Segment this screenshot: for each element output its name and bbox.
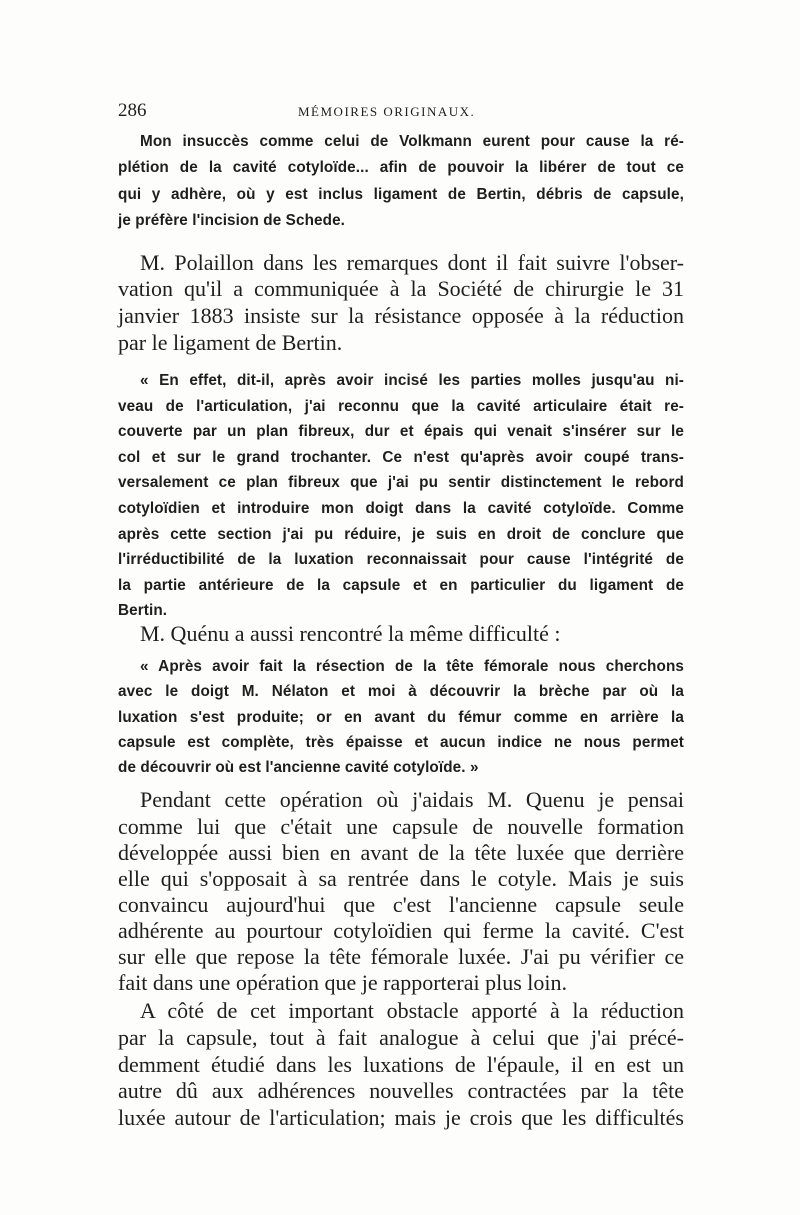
text-line: Mon insuccès comme celui de Volkmann eurent pour cause la ré- [140, 133, 684, 150]
text-line: vation qu'il a communiquée à la Société de chirurgie le 31 [118, 276, 684, 301]
text-line: je préfère l'incision de Schede. [118, 212, 346, 229]
text-line: luxée autour de l'articulation; mais je crois que les difficultés [118, 1105, 684, 1130]
text-line: par la capsule, tout à fait analogue à celui que j'ai précé- [118, 1025, 684, 1050]
text-line: Bertin. [118, 602, 168, 619]
text-line: qui y adhère, où y est inclus ligament de Bertin, débris de capsule, [118, 186, 684, 203]
text-line: adhérente au pourtour cotyloïdien qui ferme la cavité. C'est [118, 918, 684, 943]
text-line: M. Polaillon dans les remarques dont il fait suivre l'obser- [140, 250, 684, 275]
text-line: comme lui que c'était une capsule de nouvelle formation [118, 814, 684, 839]
text-line: cotyloïdien et introduire mon doigt dans la cavité cotyloïde. Comme [118, 500, 684, 517]
running-head: MÉMOIRES ORIGINAUX. [298, 104, 476, 119]
text-line: « Après avoir fait la résection de la tête fémorale nous cherchons [140, 658, 684, 675]
text-line: M. Quénu a aussi rencontré la même difficulté : [140, 621, 561, 646]
text-line: veau de l'articulation, j'ai reconnu que la cavité articulaire était re- [118, 398, 684, 415]
text-line: après cette section j'ai pu réduire, je suis en droit de conclure que [118, 526, 684, 543]
text-line: couverte par un plan fibreux, dur et épais qui venait s'insérer sur le [118, 423, 684, 440]
text-line: capsule est complète, très épaisse et aucun indice ne nous permet [118, 734, 684, 751]
page-number: 286 [118, 100, 147, 121]
text-line: sur elle que repose la tête fémorale luxée. J'ai pu vérifier ce [118, 944, 684, 969]
text-line: la partie antérieure de la capsule et en particulier du ligament de [118, 577, 684, 594]
text-line: avec le doigt M. Nélaton et moi à découvrir la brèche par où la [118, 683, 684, 700]
text-line: « En effet, dit-il, après avoir incisé les parties molles jusqu'au ni- [140, 372, 684, 389]
text-line: elle qui s'opposait à sa rentrée dans le cotyle. Mais je suis [118, 866, 684, 891]
page-header [118, 100, 688, 124]
text-line: par le ligament de Bertin. [118, 330, 343, 355]
text-line: fait dans une opération que je rapporterai plus loin. [118, 970, 568, 995]
text-line: janvier 1883 insiste sur la résistance opposée à la réduction [118, 303, 684, 328]
text-line: luxation s'est produite; or en avant du fémur comme en arrière la [118, 709, 684, 726]
text-line: col et sur le grand trochanter. Ce n'est qu'après avoir coupé trans- [118, 449, 684, 466]
text-line: demment étudié dans les luxations de l'épaule, il en est un [118, 1052, 684, 1077]
text-line: versalement ce plan fibreux que j'ai pu sentir distinctement le rebord [118, 474, 684, 491]
text-line: plétion de la cavité cotyloïde... afin de pouvoir la libérer de tout ce [118, 159, 684, 176]
text-line: convaincu aujourd'hui que c'est l'ancienne capsule seule [118, 892, 684, 917]
text-line: développée aussi bien en avant de la tête luxée que derrière [118, 840, 684, 865]
text-line: Pendant cette opération où j'aidais M. Quenu je pensai [140, 787, 684, 812]
text-line: l'irréductibilité de la luxation reconnaissait pour cause l'intégrité de [118, 551, 684, 568]
text-line: de découvrir où est l'ancienne cavité cotyloïde. » [118, 759, 479, 776]
text-line: A côté de cet important obstacle apporté à la réduction [140, 998, 684, 1023]
text-line: autre dû aux adhérences nouvelles contractées par la tête [118, 1078, 684, 1103]
